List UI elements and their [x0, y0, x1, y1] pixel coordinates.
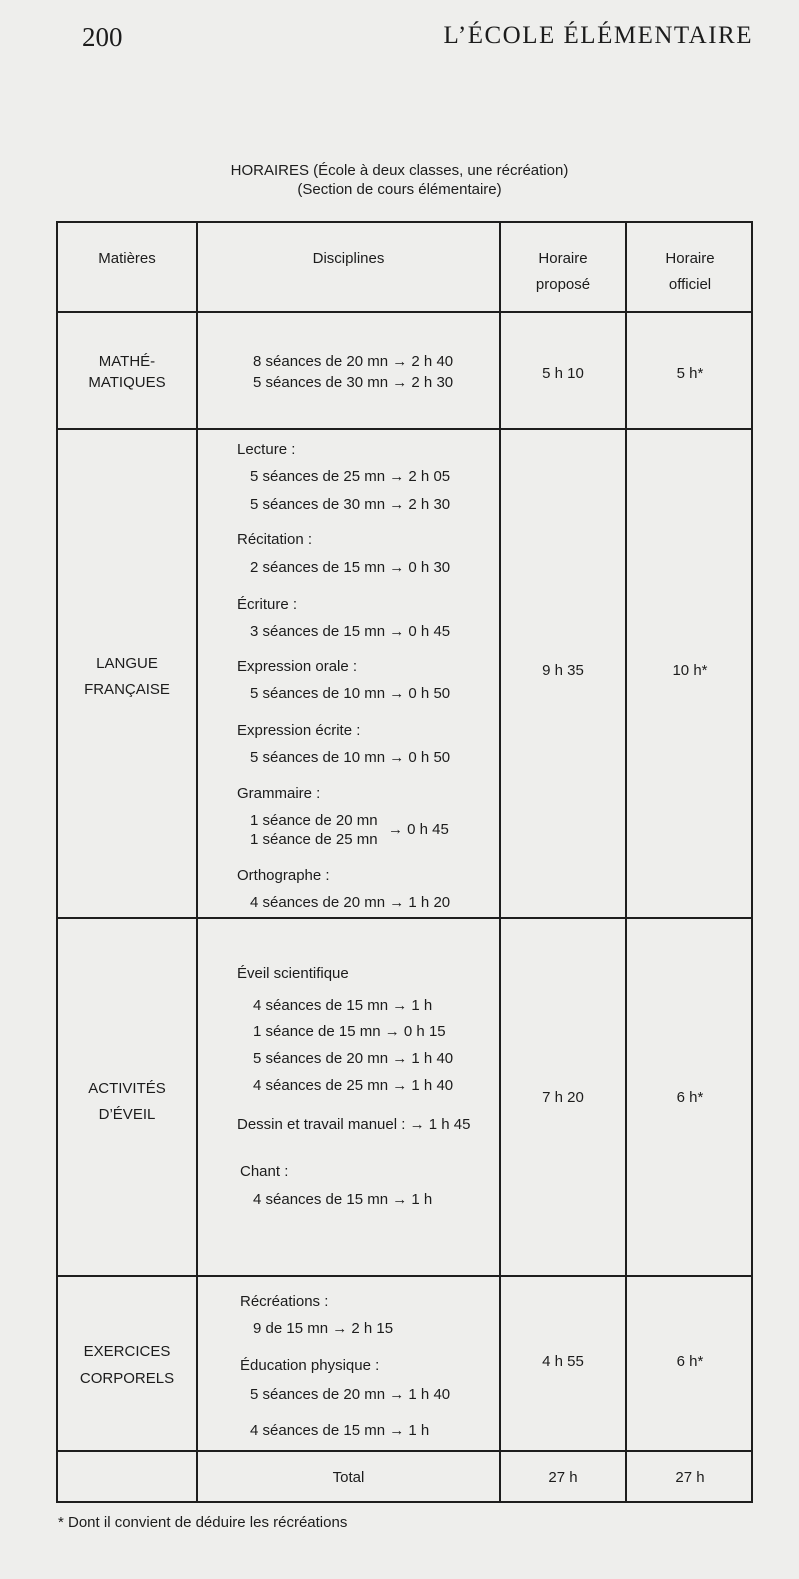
discipline-heading: Lecture :	[237, 441, 296, 458]
matiere-label: CORPORELS	[79, 1370, 175, 1387]
horaire-officiel-cell: 5 h*	[676, 365, 704, 382]
discipline-result: → 0 h 45	[388, 821, 449, 838]
discipline-line: 2 séances de 15 mn → 0 h 30	[250, 559, 451, 576]
horaire-propose-cell: 9 h 35	[542, 662, 584, 679]
discipline-line: 5 séances de 10 mn → 0 h 50	[250, 749, 451, 766]
discipline-heading: Expression écrite :	[237, 722, 361, 739]
discipline-heading: Éveil scientifique	[237, 965, 349, 982]
running-header: L’ÉCOLE ÉLÉMENTAIRE	[443, 22, 753, 49]
discipline-line: 5 séances de 30 mn → 2 h 30	[253, 374, 454, 391]
timetable-frame	[56, 221, 753, 1503]
discipline-line: 3 séances de 15 mn → 0 h 45	[250, 623, 451, 640]
row-divider	[56, 311, 753, 313]
discipline-heading: Récréations :	[240, 1293, 329, 1310]
discipline-line: 4 séances de 15 mn → 1 h	[253, 1191, 433, 1208]
discipline-line: 5 séances de 20 mn → 1 h 40	[253, 1050, 454, 1067]
matiere-label: ACTIVITÉS	[88, 1080, 166, 1097]
discipline-line: 8 séances de 20 mn → 2 h 40	[253, 353, 454, 370]
discipline-line: 5 séances de 25 mn → 2 h 05	[250, 468, 451, 485]
discipline-heading: Dessin et travail manuel : → 1 h 45	[237, 1116, 471, 1133]
discipline-heading: Chant :	[240, 1163, 289, 1180]
matiere-label: LANGUE	[96, 655, 158, 672]
total-officiel: 27 h	[675, 1469, 705, 1486]
row-divider	[56, 1275, 753, 1277]
footnote: * Dont il convient de déduire les récréations	[58, 1514, 348, 1531]
column-divider	[499, 221, 501, 1503]
discipline-line: 4 séances de 20 mn → 1 h 20	[250, 894, 451, 911]
total-propose: 27 h	[548, 1469, 578, 1486]
header-matieres: Matières	[98, 250, 156, 267]
table-caption-title: HORAIRES (École à deux classes, une récréation)	[230, 162, 569, 179]
header-horaire-officiel: officiel	[668, 276, 712, 293]
discipline-line: 1 séance de 25 mn	[250, 831, 378, 848]
discipline-heading: Expression orale :	[237, 658, 358, 675]
matiere-label: FRANÇAISE	[84, 681, 170, 698]
row-divider	[56, 1450, 753, 1452]
discipline-line: 4 séances de 15 mn → 1 h	[253, 997, 433, 1014]
matiere-label: MATHÉ-	[98, 353, 156, 370]
discipline-line: 4 séances de 25 mn → 1 h 40	[253, 1077, 454, 1094]
header-horaire-propose: proposé	[535, 276, 591, 293]
row-divider	[56, 428, 753, 430]
horaire-officiel-cell: 6 h*	[676, 1089, 704, 1106]
header-horaire-propose: Horaire	[538, 250, 588, 267]
row-divider	[56, 917, 753, 919]
discipline-line: 9 de 15 mn → 2 h 15	[253, 1320, 394, 1337]
horaire-propose-cell: 4 h 55	[542, 1353, 584, 1370]
matiere-label: D’ÉVEIL	[98, 1106, 156, 1123]
discipline-line: 5 séances de 30 mn → 2 h 30	[250, 496, 451, 513]
horaire-officiel-cell: 6 h*	[676, 1353, 704, 1370]
header-disciplines: Disciplines	[312, 250, 385, 267]
discipline-line: 5 séances de 20 mn → 1 h 40	[250, 1386, 451, 1403]
discipline-line: 4 séances de 15 mn → 1 h	[250, 1422, 430, 1439]
discipline-heading: Grammaire :	[237, 785, 321, 802]
discipline-line: 1 séance de 20 mn	[250, 812, 378, 829]
table-caption-subtitle: (Section de cours élémentaire)	[297, 181, 502, 198]
page-number: 200	[82, 22, 123, 52]
discipline-line: 5 séances de 10 mn → 0 h 50	[250, 685, 451, 702]
total-label: Total	[332, 1469, 365, 1486]
discipline-heading: Orthographe :	[237, 867, 330, 884]
discipline-heading: Récitation :	[237, 531, 313, 548]
horaire-officiel-cell: 10 h*	[672, 662, 708, 679]
matiere-label: MATIQUES	[88, 374, 166, 391]
horaire-propose-cell: 5 h 10	[542, 365, 584, 382]
column-divider	[196, 221, 198, 1503]
matiere-label: EXERCICES	[83, 1343, 171, 1360]
column-divider	[625, 221, 627, 1503]
discipline-line: 1 séance de 15 mn → 0 h 15	[253, 1023, 446, 1040]
discipline-heading: Écriture :	[237, 596, 298, 613]
discipline-heading: Éducation physique :	[240, 1357, 380, 1374]
header-horaire-officiel: Horaire	[665, 250, 715, 267]
horaire-propose-cell: 7 h 20	[542, 1089, 584, 1106]
